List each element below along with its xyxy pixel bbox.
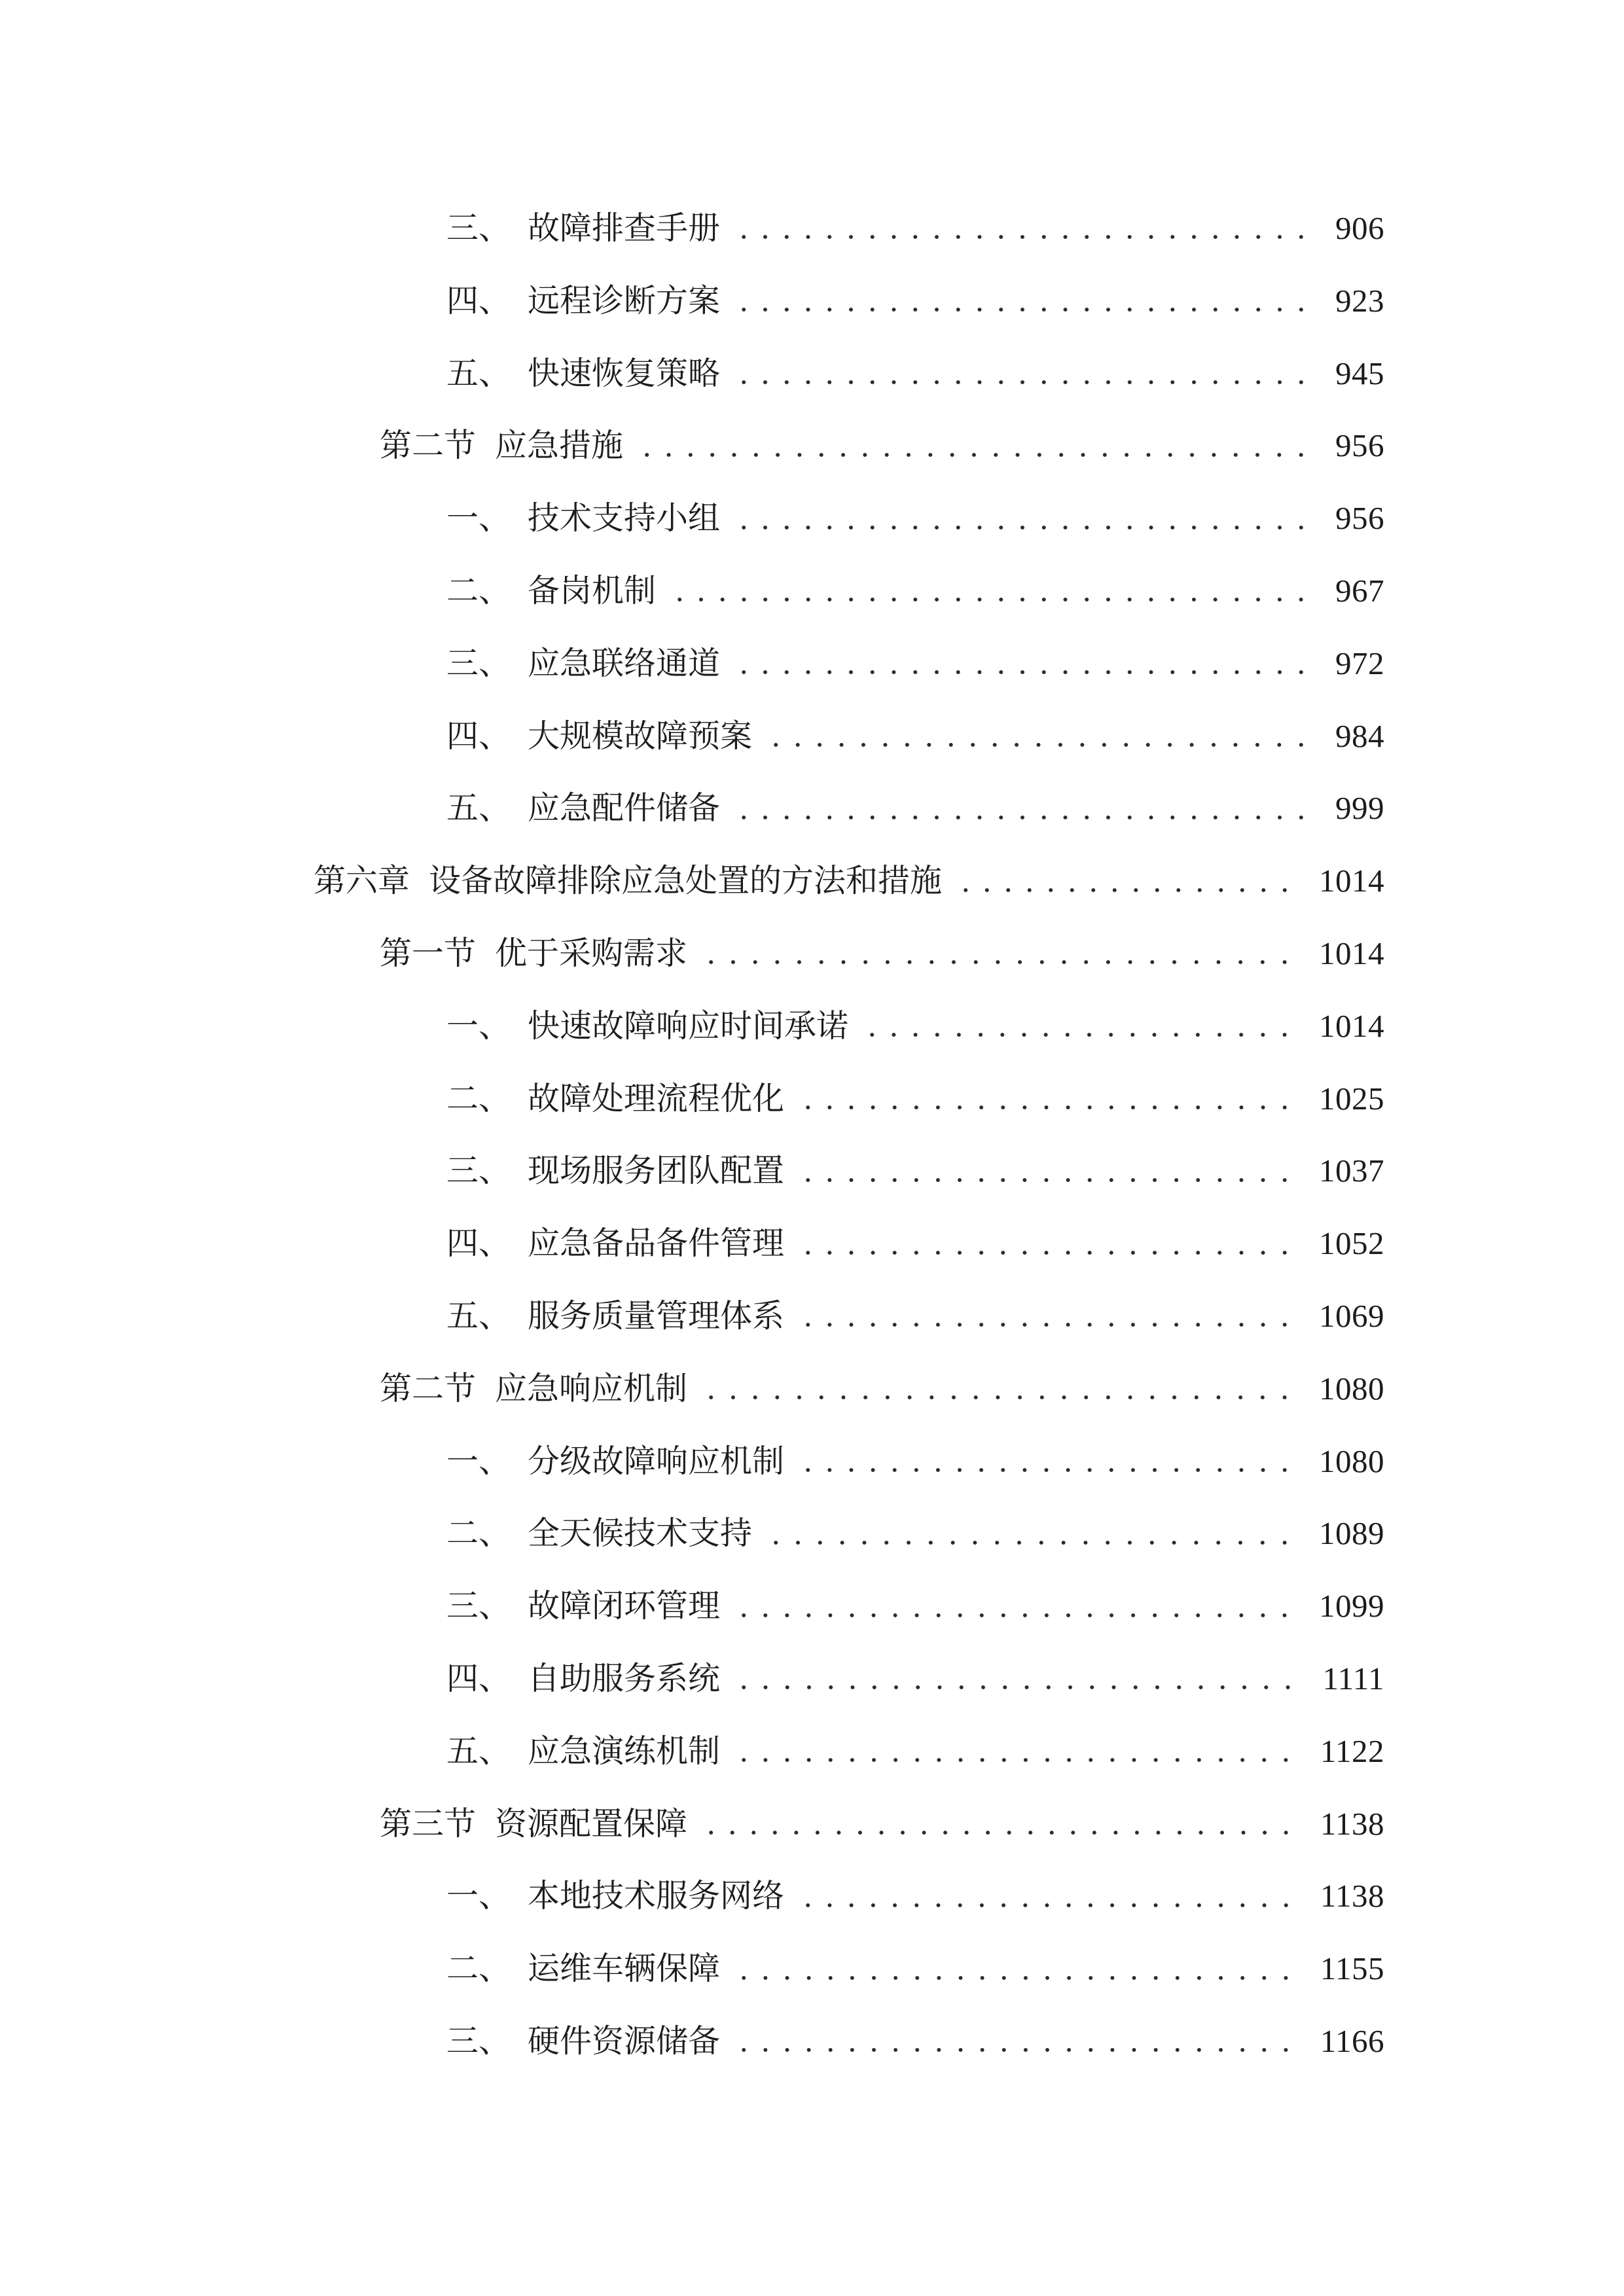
toc-item-entry [0, 338, 1384, 410]
toc-page-number: 984 [1335, 717, 1384, 754]
toc-item-entry [0, 1933, 1384, 2005]
toc-page-number: 1166 [1320, 2022, 1384, 2059]
toc-item-number: 一、 [446, 500, 511, 537]
toc-page-number: 906 [1335, 210, 1384, 246]
toc-item-number: 一、 [446, 1443, 511, 1479]
toc-entry-title: 快速恢复策略 [528, 355, 721, 391]
toc-entry-title: 硬件资源储备 [528, 2022, 721, 2059]
toc-entry-title: 故障处理流程优化 [528, 1080, 785, 1117]
toc-item-entry [0, 1208, 1384, 1280]
toc-section-entry [0, 1353, 1384, 1426]
dot-leader [733, 814, 1312, 821]
dot-leader [700, 1829, 1297, 1837]
toc-item-number: 三、 [446, 1153, 511, 1189]
toc-page-number: 1014 [1319, 863, 1384, 899]
toc-item-number: 三、 [446, 645, 511, 681]
toc-page-number: 1069 [1319, 1297, 1384, 1334]
toc-item-entry [0, 192, 1384, 265]
dot-leader [636, 451, 1312, 459]
dot-leader [733, 2046, 1297, 2054]
toc-section-entry [0, 918, 1384, 990]
dot-leader [797, 1249, 1295, 1257]
dot-leader [797, 1103, 1295, 1111]
toc-entry-title: 远程诊断方案 [528, 282, 721, 319]
toc-entry-title: 应急响应机制 [495, 1370, 688, 1407]
toc-page-number: 1089 [1319, 1515, 1384, 1552]
dot-leader [797, 1176, 1295, 1184]
dot-leader [861, 1031, 1295, 1039]
toc-page-number: 1080 [1319, 1370, 1384, 1407]
toc-section-number: 第二节 [380, 427, 477, 464]
toc-section-number: 第三节 [380, 1805, 477, 1842]
dot-leader [733, 306, 1312, 314]
toc-entry-title: 服务质量管理体系 [528, 1297, 785, 1334]
toc-page-number: 923 [1335, 282, 1384, 319]
toc-item-number: 三、 [446, 2022, 511, 2059]
toc-chapter-number: 第六章 [314, 863, 410, 899]
toc-item-number: 一、 [446, 1878, 511, 1914]
toc-item-number: 三、 [446, 210, 511, 246]
table-of-contents [0, 192, 1384, 2078]
toc-item-number: 五、 [446, 1297, 511, 1334]
toc-entry-title: 故障闭环管理 [528, 1588, 721, 1624]
toc-page-number: 1052 [1319, 1225, 1384, 1262]
toc-page-number: 1014 [1319, 935, 1384, 971]
toc-page-number: 1111 [1322, 1660, 1384, 1696]
toc-entry-title: 设备故障排除应急处置的方法和措施 [429, 863, 943, 899]
dot-leader [797, 1466, 1295, 1474]
toc-page-number: 1122 [1320, 1732, 1384, 1769]
toc-item-entry [0, 2005, 1384, 2078]
toc-page-number: 972 [1335, 645, 1384, 681]
dot-leader [955, 886, 1295, 894]
toc-entry-title: 运维车辆保障 [528, 1950, 721, 1987]
toc-item-entry [0, 1135, 1384, 1208]
toc-page-number: 1138 [1320, 1878, 1384, 1914]
toc-entry-title: 本地技术服务网络 [528, 1878, 785, 1914]
dot-leader [797, 1321, 1295, 1329]
toc-item-number: 四、 [446, 282, 511, 319]
dot-leader [733, 1611, 1295, 1619]
toc-item-number: 四、 [446, 717, 511, 754]
toc-page-number: 1138 [1320, 1805, 1384, 1842]
toc-entry-title: 现场服务团队配置 [528, 1153, 785, 1189]
toc-page-number: 945 [1335, 355, 1384, 391]
dot-leader [733, 1683, 1299, 1691]
toc-item-number: 二、 [446, 572, 511, 609]
dot-leader [733, 1974, 1297, 1982]
toc-item-entry [0, 700, 1384, 773]
toc-item-entry [0, 990, 1384, 1063]
toc-item-entry [0, 482, 1384, 555]
toc-item-entry [0, 772, 1384, 845]
toc-item-entry [0, 1426, 1384, 1498]
dot-leader [700, 958, 1295, 966]
toc-entry-title: 快速故障响应时间承诺 [528, 1007, 849, 1044]
toc-item-number: 一、 [446, 1007, 511, 1044]
toc-page-number: 1014 [1319, 1007, 1384, 1044]
toc-item-entry [0, 1063, 1384, 1136]
toc-page-number: 999 [1335, 790, 1384, 827]
toc-section-number: 第二节 [380, 1370, 477, 1407]
toc-entry-title: 技术支持小组 [528, 500, 721, 537]
toc-entry-title: 应急演练机制 [528, 1732, 721, 1769]
dot-leader [733, 1756, 1297, 1764]
toc-entry-title: 应急联络通道 [528, 645, 721, 681]
toc-page-number: 967 [1335, 572, 1384, 609]
dot-leader [765, 1539, 1295, 1547]
toc-page-number: 956 [1335, 427, 1384, 464]
toc-item-entry [0, 1715, 1384, 1788]
toc-page-number: 1099 [1319, 1588, 1384, 1624]
toc-item-number: 五、 [446, 790, 511, 827]
toc-entry-title: 分级故障响应机制 [528, 1443, 785, 1479]
toc-item-entry [0, 628, 1384, 700]
toc-item-entry [0, 555, 1384, 628]
toc-page-number: 1155 [1320, 1950, 1384, 1987]
toc-item-number: 二、 [446, 1950, 511, 1987]
toc-entry-title: 优于采购需求 [495, 935, 688, 971]
toc-section-entry [0, 410, 1384, 482]
toc-item-entry [0, 1570, 1384, 1643]
toc-entry-title: 应急备品备件管理 [528, 1225, 785, 1262]
toc-page-number: 1025 [1319, 1080, 1384, 1117]
toc-entry-title: 全天候技术支持 [528, 1515, 753, 1552]
toc-item-number: 二、 [446, 1080, 511, 1117]
toc-section-number: 第一节 [380, 935, 477, 971]
toc-item-entry [0, 1280, 1384, 1353]
toc-item-entry [0, 1643, 1384, 1715]
toc-item-entry [0, 1498, 1384, 1570]
toc-chapter-entry [0, 845, 1384, 918]
toc-page-number: 1080 [1319, 1443, 1384, 1479]
toc-entry-title: 备岗机制 [528, 572, 657, 609]
toc-item-number: 三、 [446, 1588, 511, 1624]
dot-leader [733, 524, 1312, 531]
toc-entry-title: 自助服务系统 [528, 1660, 721, 1696]
toc-item-number: 五、 [446, 355, 511, 391]
dot-leader [765, 741, 1312, 749]
toc-item-number: 二、 [446, 1515, 511, 1552]
toc-item-number: 五、 [446, 1732, 511, 1769]
toc-entry-title: 故障排查手册 [528, 210, 721, 246]
dot-leader [700, 1393, 1295, 1401]
toc-entry-title: 应急措施 [495, 427, 624, 464]
dot-leader [733, 378, 1312, 386]
toc-page-number: 1037 [1319, 1153, 1384, 1189]
dot-leader [733, 233, 1312, 241]
toc-item-number: 四、 [446, 1225, 511, 1262]
toc-entry-title: 大规模故障预案 [528, 717, 753, 754]
toc-section-entry [0, 1788, 1384, 1861]
toc-entry-title: 应急配件储备 [528, 790, 721, 827]
dot-leader [797, 1901, 1297, 1909]
toc-entry-title: 资源配置保障 [495, 1805, 688, 1842]
toc-item-entry [0, 265, 1384, 338]
toc-item-number: 四、 [446, 1660, 511, 1696]
dot-leader [733, 668, 1312, 676]
dot-leader [669, 596, 1312, 603]
toc-page-number: 956 [1335, 500, 1384, 537]
toc-item-entry [0, 1860, 1384, 1933]
